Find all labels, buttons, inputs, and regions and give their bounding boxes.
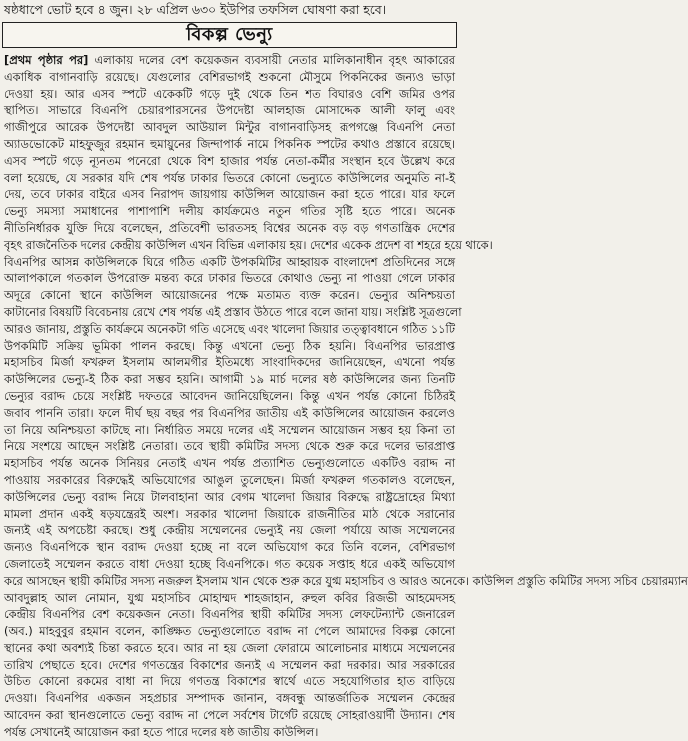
article-first-line [4,52,455,69]
first-line-text: এলাকায় দলের বেশ কয়েকজন ব্যবসায়ী নেতার মালিকানাধীন বৃহৎ আকারের [88,53,455,67]
heading-box [2,22,457,48]
article-line: আবেদন করা স্থানগুলোতে ভেন্যু বরাদ্দ না পেলে সর্বশেষ টার্গেট রয়েছে সোহরাওয়ার্দী উদ্যান। শেষ [4,708,455,723]
article-line: গাজীপুরে আরেক উপদেষ্টা আবদুল আউয়াল মিন্টুর বাগানবাড়িসহ রূপগঞ্জে বিএনপি নেতা [4,120,455,135]
article-line: একাধিক বাগানবাড়ি রয়েছে। যেগুলোর বেশিরভাগই শুকনো মৌসুমে পিকনিকের জন্যও ভাড়া [4,69,455,84]
article-line: কেন্দ্রীয় বিএনপির বেশ কয়েকজন নেতা। বিএনপির স্থায়ী কমিটির সদস্য লেফটেন্যান্ট জেনারেল [4,607,455,622]
article-line: জেলাতেই সম্মেলন করতে বাধা দেওয়া হচ্ছে বিএনপিকে। গত কয়েক সপ্তাহ ধরে একই অভিযোগ [4,556,455,571]
article-line: উচিত কোনো রকমের বাধা না দিয়ে গণতন্ত্র বিকাশের স্বার্থে এতে সহযোগিতার হাত বাড়িয়ে [4,674,455,689]
article-line: নিয়ে সংশয়ে আছেন সংশ্লিষ্ট নেতারা। তবে স্থায়ী কমিটির সদস্য থেকে শুরু করে দলের ভারপ্রাপ্ত [4,439,455,454]
article-line: দেওয়া। বিএনপির একজন সহপ্রচার সম্পাদক জানান, বঙ্গবন্ধু আন্তর্জাতিক সম্মেলন কেন্দ্রের [4,691,455,706]
article-line: স্থানের কথা অবশ্যই চিন্তা করতে হবে। আর না হয় জেলা ফোরামে আলোচনার মাধ্যমে সম্মেলনের [4,640,455,655]
article-lines [4,69,688,741]
article-line: আবদুল্লাহ আল নোমান, যুগ্ম মহাসচিব মোহাম্মদ শাহজাহান, রুহুল কবির রিজভী আহমেদসহ [4,590,455,605]
article-line: বিএনপির আসন্ন কাউন্সিলকে ঘিরে গঠিত একটি উপকমিটির আহ্বায়ক বাংলাদেশ প্রতিদিনের সঙ্গে [4,254,455,269]
article-line: দেয়, তবে ঢাকার বাইরে এসব নিরাপদ জায়গায় কাউন্সিল আয়োজন করা হতে পারে। যার ফলে [4,187,455,202]
article-line: আরও জানায়, প্রস্তুতি কার্যক্রমে অনেকটা গতি এসেছে এবং খালেদা জিয়ার তত্ত্বাবধানে গঠিত ১১টি [4,321,455,336]
article-line: স্থাপিত। সাভারে বিএনপি চেয়ারপারসনের উপদেষ্টা আলহাজ মোসাদ্দেক আলী ফালু এবং [4,103,455,118]
article-line: বলা হয়েছে, যে সরকার যদি শেষ পর্যন্ত ঢাকার ভিতরে কোনো ভেন্যুতে কাউন্সিলের অনুমতি না-ই [4,170,455,185]
article-line: দেওয়া হয়। আর এসব স্পটে একেকটি গড়ে দুই থেকে তিন শত বিঘারও বেশি জমির ওপর [4,86,455,101]
article-line: করে আসছেন স্থায়ী কমিটির সদস্য নজরুল ইসলাম খান থেকে শুরু করে যুগ্ম মহাসচিব ও আরও অনেকে। কাউন্সিল প্রস্তুতি কমিটির সদস্য সচিব চেয়ারম্যান [4,573,688,588]
article-line: তা নিয়ে অনিশ্চয়তা কাটছে না। নির্ধারিত সময়ে দলের এই সম্মেলন আয়োজন সম্ভব হয় কিনা তা [4,422,455,437]
article-line: মামলা প্রদান একই ষড়যন্ত্রেরই অংশ। সরকার খালেদা জিয়াকে রাজনীতির মাঠ থেকে সরানোর [4,506,455,521]
article-line: আলাপকালে গতকাল উপরোক্ত মন্তব্য করে ঢাকার ভিতরে কোথাও ভেন্যু না পাওয়া গেলে ঢাকার [4,271,455,286]
article-line: জবাব পাননি তারা। ফলে দীর্ঘ ছয় বছর পর বিএনপির জাতীয় এই কাউন্সিলের আয়োজন করলেও [4,405,455,420]
article-line: কাটানোর বিষয়টি বিবেচনায় রেখে শেষ পর্যন্ত এই প্রস্তাব উঠতে পারে বলে জানা যায়। সংশ্লিষ্ট সূত্রগুলো [4,304,462,319]
article-heading: বিকল্প ভেন্যু [186,24,273,45]
article-line: তারিখ পেছাতে হবে। দেশের গণতন্ত্রের বিকাশের জন্যই এ সম্মেলন করা দরকার। আর সরকারের [4,657,455,672]
article-line: জন্যই এই অপচেষ্টা করছে। শুধু কেন্দ্রীয় সম্মেলনের ভেন্যুই নয় জেলা পর্যায়ে আজ সম্মেলনের [4,523,455,538]
article-line: পাওয়ায় সরকারের বিরুদ্ধেই অভিযোগের আঙুল তুলেছেন। মির্জা ফখরুল গতকালও বলেছেন, [4,472,455,487]
article-line: এসব স্পটে গড়ে ন্যূনতম পনেরো থেকে বিশ হাজার পর্যন্ত নেতা-কর্মীর সংস্থান হবে উল্লেখ করে [4,153,455,168]
article-line: বৃহৎ রাজনৈতিক দলের কেন্দ্রীয় কাউন্সিল এখন বিভিন্ন এলাকায় হয়। দেশের একেক প্রদেশ বা শহরে হয়ে থাকে। [4,237,493,252]
article-line: কাউন্সিলের ভেন্যু বরাদ্দ নিয়ে টালবাহানা আর বেগম খালেদা জিয়ার বিরুদ্ধে রাষ্ট্রদ্রোহের মিথ্যা [4,489,455,504]
article-line: কাউন্সিলের ভেন্যু-ই ঠিক করা সম্ভব হয়নি। আগামী ১৯ মার্চ দলের ষষ্ঠ কাউন্সিলের জন্য তিনটি [4,372,455,387]
previous-article-tail: ষষ্ঠধাপে ভোট হবে ৪ জুন। ২৮ এপ্রিল ৬৩০ ইউপির তফসিল ঘোষণা করা হবে। [4,2,387,17]
article-line: ভেন্যু সমস্যা সমাধানের পাশাপাশি দলীয় কার্যক্রমেও নতুন গতির সৃষ্টি হতে পারে। অনেক [4,204,455,219]
article-line: অদূরে কোনো স্থানে কাউন্সিল আয়োজনের পক্ষে মতামত ব্যক্ত করেন। ভেন্যুর অনিশ্চয়তা [4,288,455,303]
continuation-marker: [প্রথম পৃষ্ঠার পর] [4,53,89,67]
article-line: অ্যাডভোকেট মাহফুজুর রহমান হুমায়ুনের জিন্দাপার্ক নামে পিকনিক স্পটের কথাও প্রস্তাবে রয়েছে। [4,136,455,151]
article-line: উপকমিটি সক্রিয় ভূমিকা পালন করছে। কিন্তু এখনো ভেন্যু ঠিক হয়নি। বিএনপির ভারপ্রাপ্ত [4,338,455,353]
article-line: (অব.) মাহবুবুর রহমান বলেন, কাঙ্ক্ষিত ভেন্যুগুলোতে বরাদ্দ না পেলে আমাদের বিকল্প কোনো [4,624,455,639]
article-line: পর্যন্ত সেখানেই আয়োজন করা হতে পারে দলের ষষ্ঠ জাতীয় কাউন্সিল। [4,724,319,739]
article-line: নীতিনির্ধারক যুক্তি দিয়ে বলেছেন, প্রতিবেশী ভারতসহ বিশ্বের অনেক বড় বড় গণতান্ত্রিক দেশের [4,220,455,235]
article-line: ভেন্যুর বরাদ্দ চেয়ে সংশ্লিষ্ট দফতরে আবেদন জানিয়েছিলেন। কিন্তু এখন পর্যন্ত কোনো চিঠিরই [4,388,455,403]
article-line: মহাসচিব মির্জা ফখরুল ইসলাম আলমগীর ইতিমধ্যে সাংবাদিকদের জানিয়েছেন, এখনো পর্যন্ত [4,355,455,370]
article-line: মহাসচিব পর্যন্ত অনেক সিনিয়র নেতাই এখন পর্যন্ত প্রত্যাশিত ভেন্যুগুলোতে একটিও বরাদ্দ না [4,456,455,471]
article-line: জন্যও বিএনপিকে স্থান বরাদ্দ দেওয়া হচ্ছে না বলে অভিযোগ করে তিনি বলেন, বেশিরভাগ [4,540,455,555]
article-body [4,52,688,739]
